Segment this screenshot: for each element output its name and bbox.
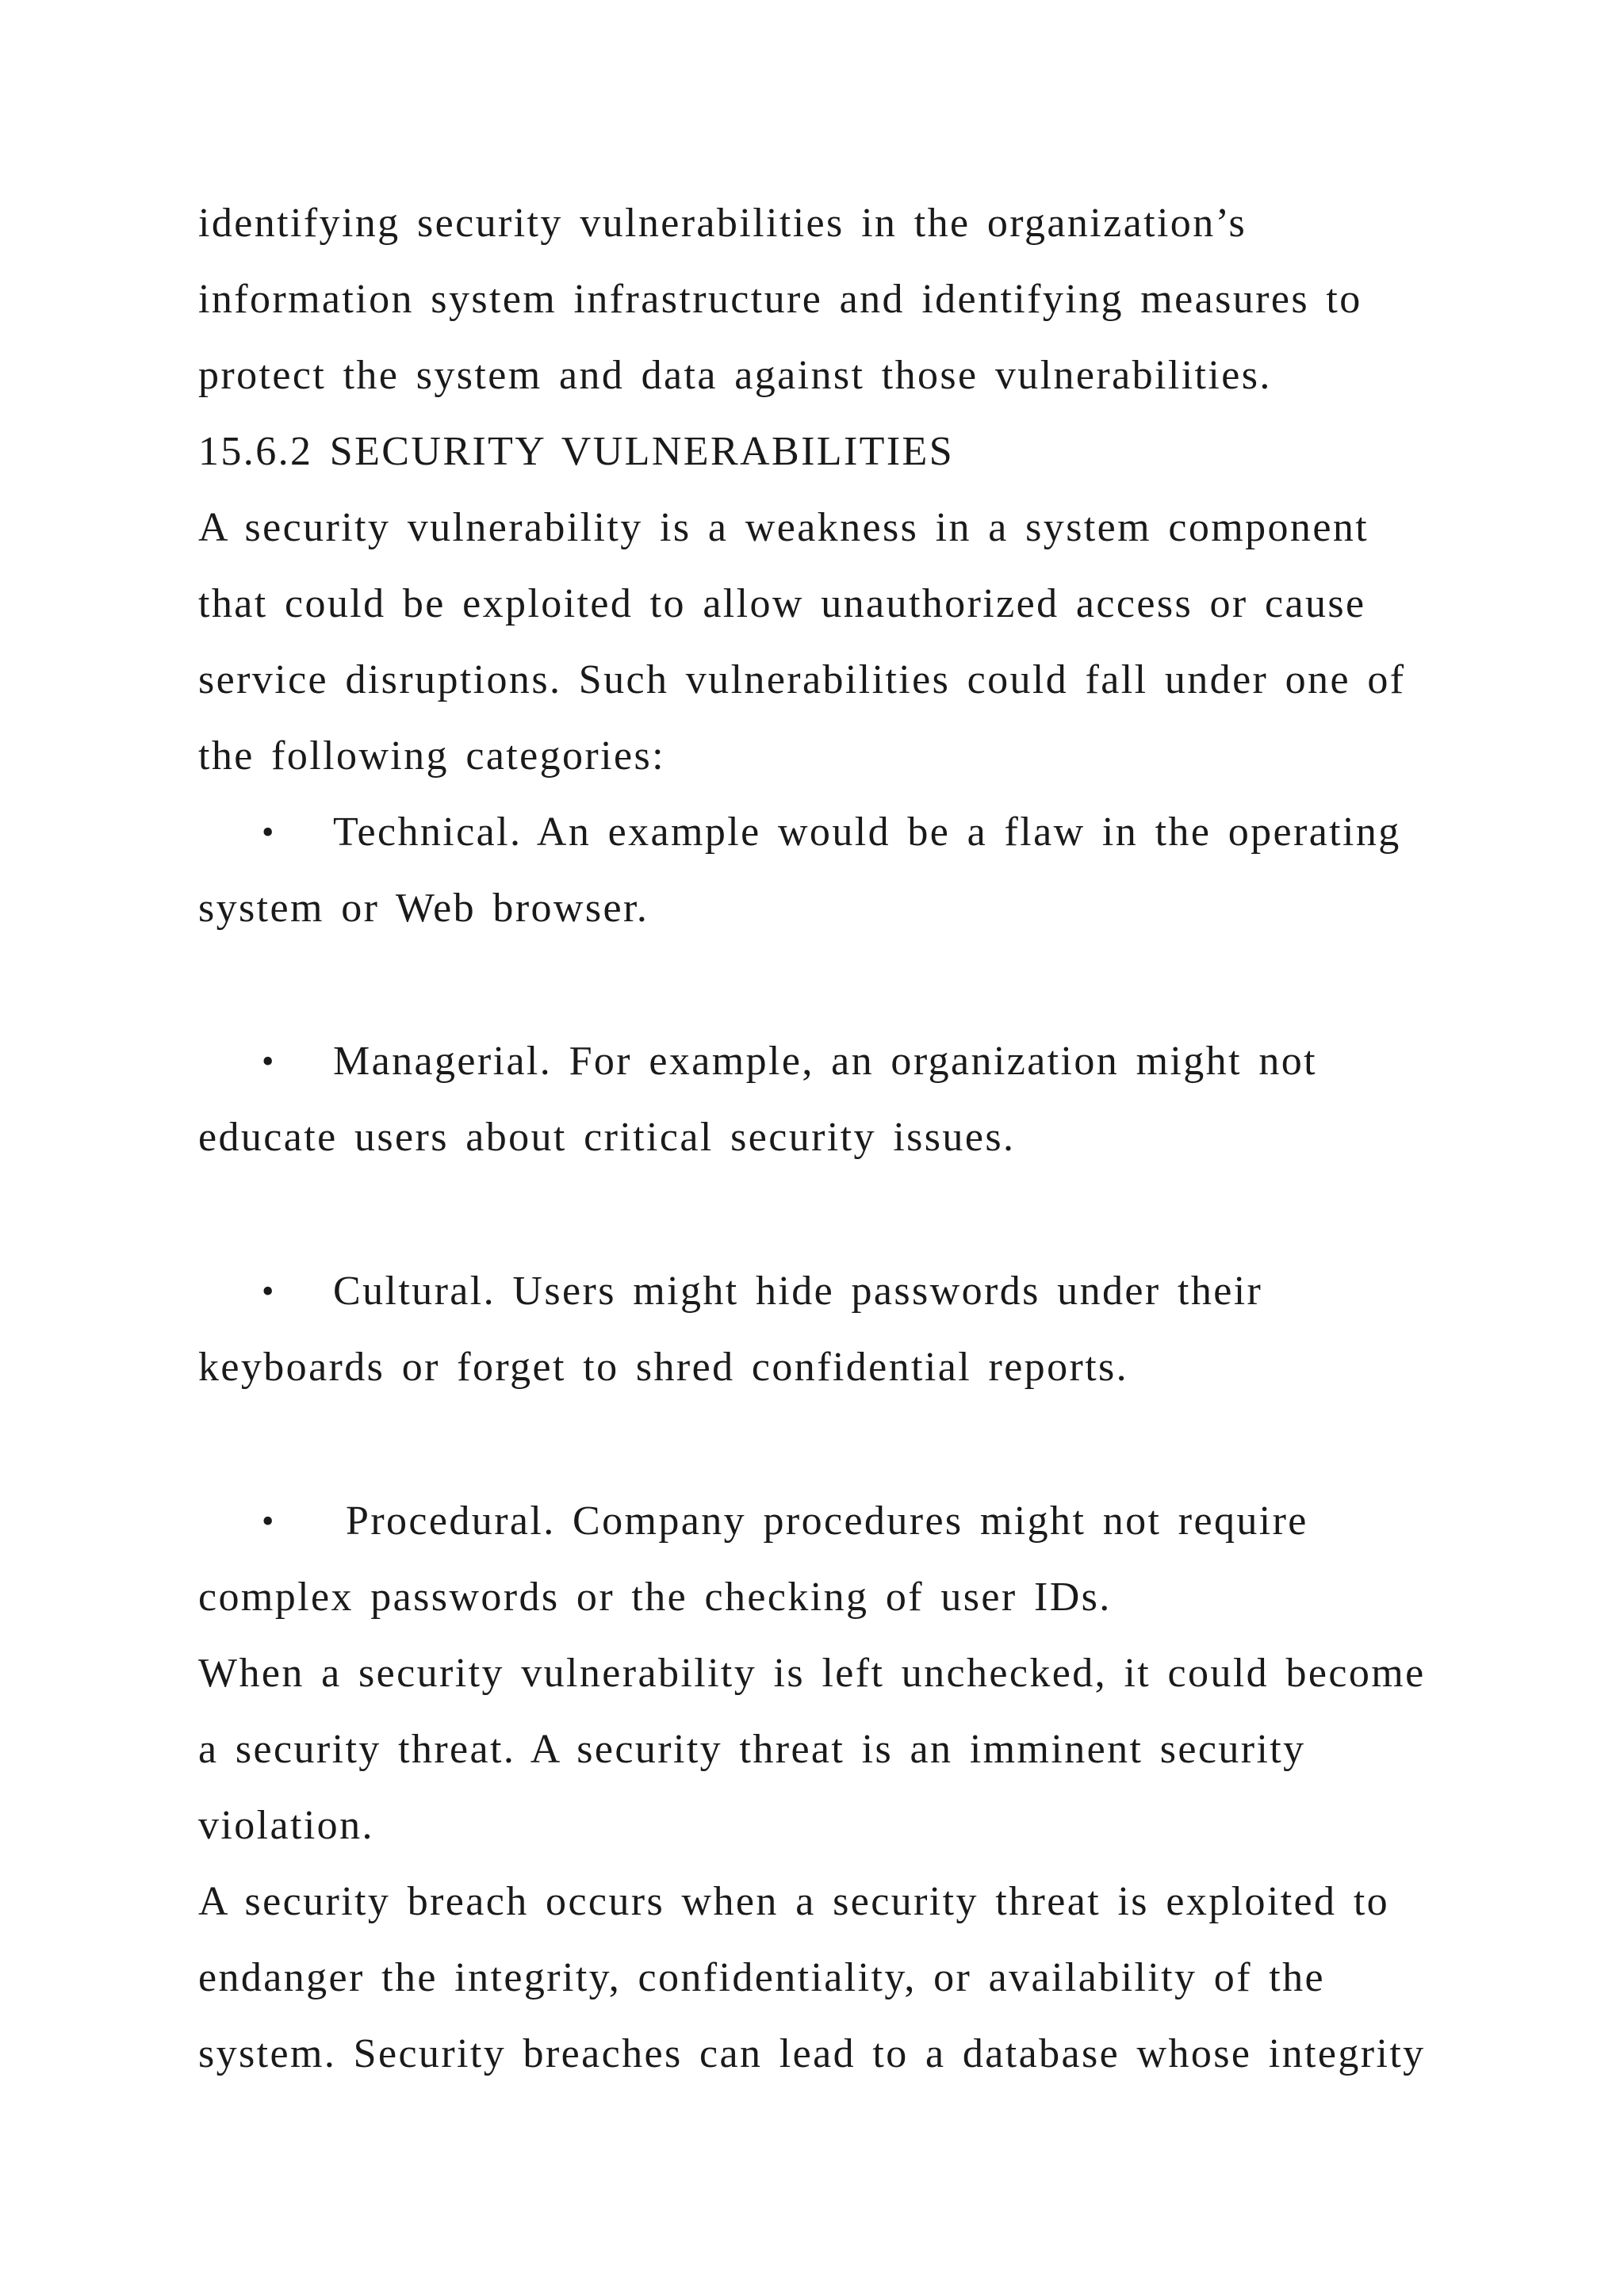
paragraph-line: service disruptions. Such vulnerabilities could fall under one of (198, 657, 1406, 702)
bullet-item-text: Managerial. For example, an organization might not (333, 1039, 1317, 1084)
paragraph-line: information system infrastructure and identifying measures to (198, 277, 1362, 322)
bullet-item-continuation: system or Web browser. (198, 886, 649, 931)
bullet-item-continuation: keyboards or forget to shred confidential reports. (198, 1345, 1129, 1390)
paragraph-line: endanger the integrity, confidentiality, or availability of the (198, 1955, 1326, 2000)
bullet-icon: • (262, 1502, 274, 1540)
paragraph-line: the following categories: (198, 733, 665, 779)
bullet-item-text: Cultural. Users might hide passwords under their (333, 1269, 1263, 1314)
paragraph-line: a security threat. A security threat is an imminent security (198, 1727, 1306, 1772)
section-heading: 15.6.2 SECURITY VULNERABILITIES (198, 429, 955, 474)
bullet-icon: • (262, 1042, 274, 1081)
paragraph-line: that could be exploited to allow unauthorized access or cause (198, 581, 1366, 626)
paragraph-line: protect the system and data against those vulnerabilities. (198, 353, 1272, 398)
paragraph-line: A security vulnerability is a weakness in a system component (198, 505, 1369, 550)
paragraph-line: A security breach occurs when a security threat is exploited to (198, 1879, 1390, 1924)
bullet-item-text: Procedural. Company procedures might not require (346, 1498, 1308, 1544)
paragraph-line: identifying security vulnerabilities in the organization’s (198, 201, 1247, 246)
paragraph-line: violation. (198, 1803, 374, 1848)
bullet-icon: • (262, 813, 274, 851)
paragraph-line: When a security vulnerability is left unchecked, it could become (198, 1651, 1426, 1696)
bullet-item-continuation: complex passwords or the checking of user IDs. (198, 1575, 1112, 1620)
bullet-item-text: Technical. An example would be a flaw in the operating (333, 809, 1401, 855)
bullet-icon: • (262, 1272, 274, 1311)
bullet-item-continuation: educate users about critical security issues. (198, 1115, 1016, 1160)
paragraph-line: system. Security breaches can lead to a database whose integrity (198, 2031, 1426, 2076)
